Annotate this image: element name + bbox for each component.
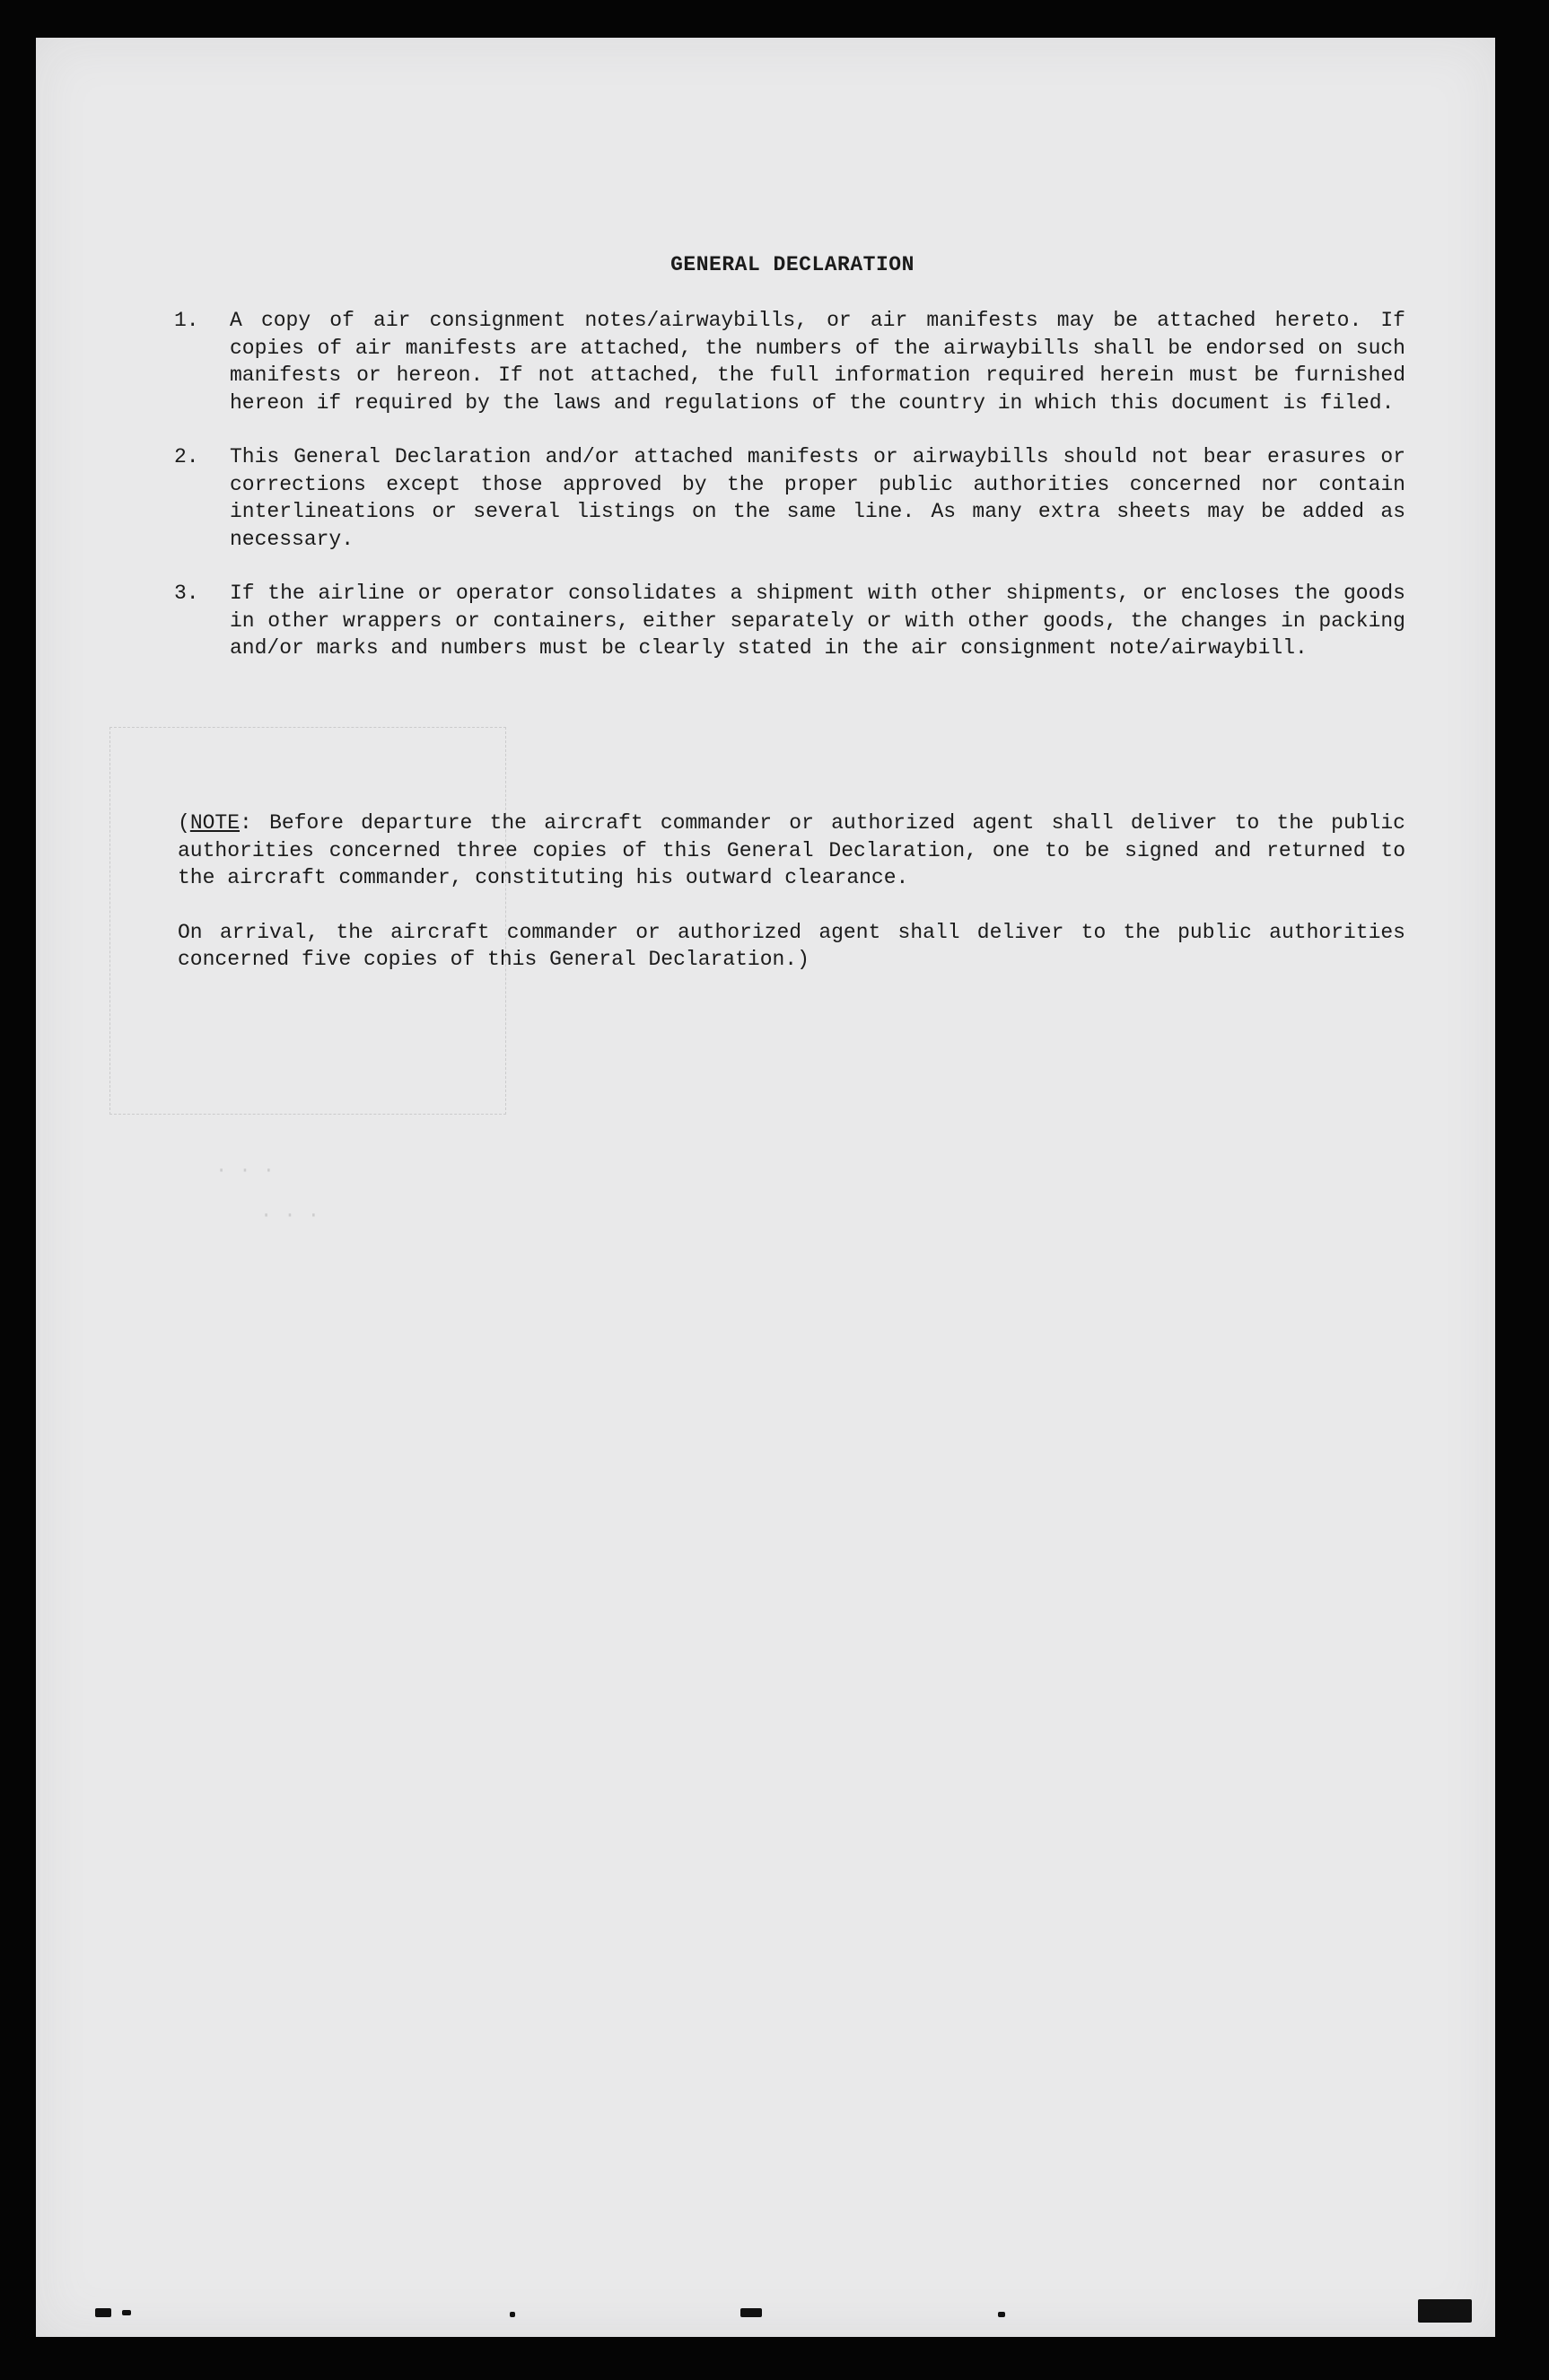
scan-speck — [95, 2308, 111, 2317]
list-item — [174, 443, 1405, 553]
note-text-departure: Before departure the aircraft commander or authorized agent shall deliver to the public authorities concerned three copies of this General Declaration, one to be signed and returned to the aircraft commander, constituting his outward clearance. — [178, 811, 1405, 889]
bleed-through-smudge: · · · — [215, 1159, 276, 1182]
item-number: 1. — [174, 309, 199, 332]
item-text: If the airline or operator consolidates a shipment with other shipments, or encloses the goods in other wrappers or containers, either separately or with other goods, the changes in packing and/or marks and numbers must be clearly stated in the air consignment note/airwaybill. — [230, 582, 1405, 660]
scan-speck — [998, 2312, 1005, 2317]
note-section — [178, 809, 1405, 1001]
scan-speck — [510, 2312, 515, 2317]
bleed-through-smudge-2: · · · — [260, 1204, 320, 1227]
list-item — [174, 580, 1405, 662]
note-label: NOTE — [189, 811, 241, 835]
document-page — [36, 38, 1495, 2337]
note-open-paren: ( — [178, 811, 190, 835]
item-number: 2. — [174, 445, 199, 468]
page-title: GENERAL DECLARATION — [670, 253, 915, 276]
item-text: This General Declaration and/or attached manifests or airwaybills should not bear erasures or corrections except those approved by the proper public authorities concerned nor contain interlineations or several listings on the same line. As many extra sheets may be added as necessary. — [230, 445, 1405, 551]
note-colon: : — [240, 811, 252, 835]
item-text: A copy of air consignment notes/airwaybills, or air manifests may be attached hereto. If copies of air manifests are attached, the numbers of the airwaybills shall be endorsed on such manifests or hereon. If not attached, the full information required herein must be furnished hereon if required by the laws and regulations of the country in which this document is filed. — [230, 309, 1405, 415]
note-paragraph-departure — [178, 809, 1405, 892]
scan-speck — [740, 2308, 762, 2317]
list-item — [174, 307, 1405, 416]
note-paragraph-arrival: On arrival, the aircraft commander or authorized agent shall deliver to the public authorities concerned five copies of this General Declaration.) — [178, 920, 1405, 971]
instructions-list — [174, 307, 1405, 689]
scan-speck — [1418, 2299, 1472, 2323]
scan-speck — [122, 2310, 131, 2315]
item-number: 3. — [174, 582, 199, 605]
